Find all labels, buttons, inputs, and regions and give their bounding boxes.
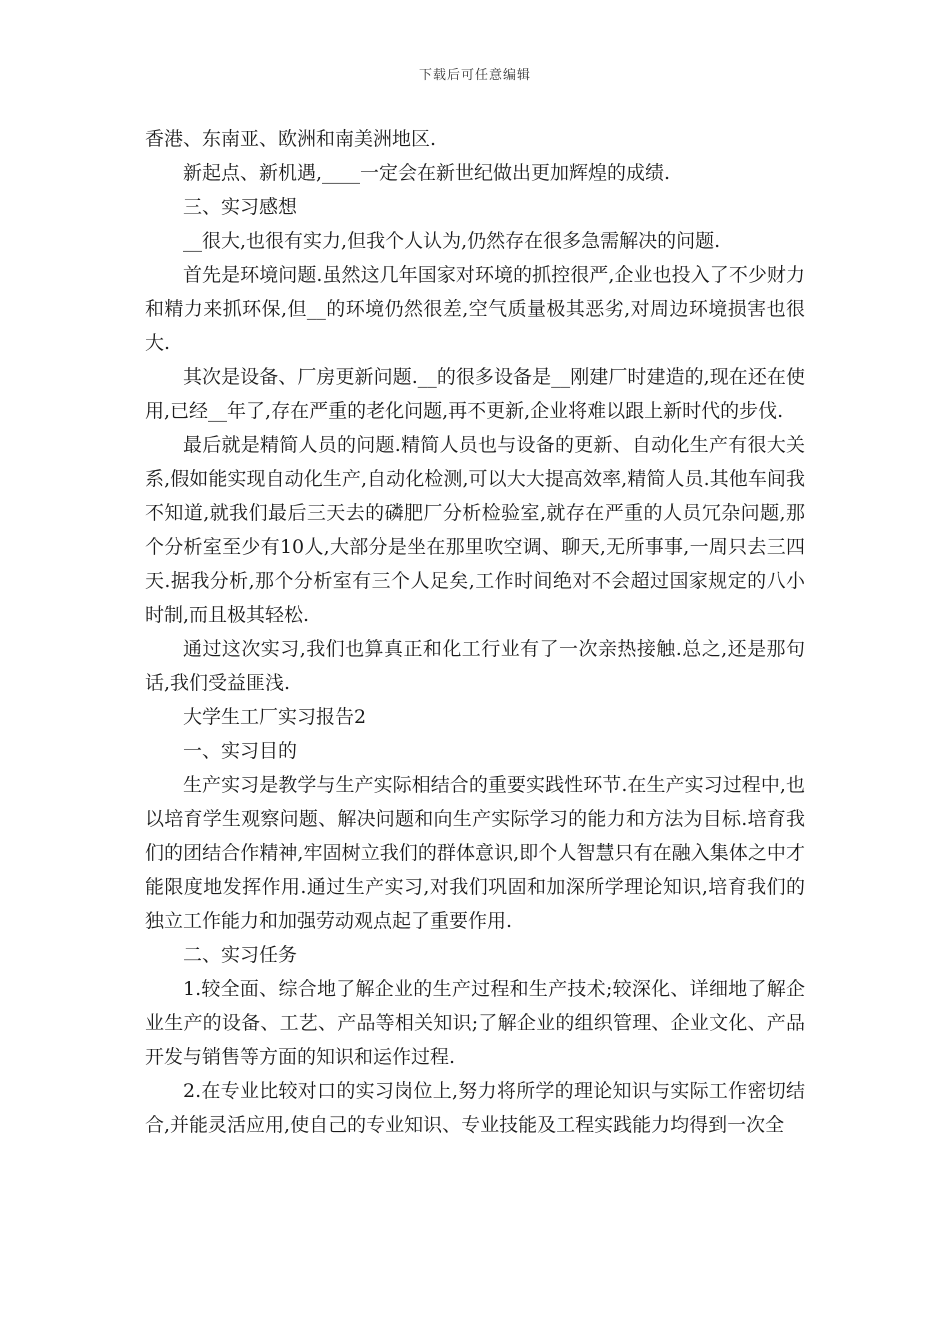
paragraph: 其次是设备、厂房更新问题.__的很多设备是__刚建厂时建造的,现在还在使用,已经__年了,存在严重的老化问题,再不更新,企业将难以跟上新时代的步伐. [145, 366, 805, 422]
paragraph: 新起点、新机遇,____一定会在新世纪做出更加辉煌的成绩. [183, 162, 671, 184]
document-body [145, 122, 805, 1142]
paragraph: 香港、东南亚、欧洲和南美洲地区. [145, 128, 437, 150]
list-item: 2.在专业比较对口的实习岗位上,努力将所学的理论知识与实际工作密切结合,并能灵活应用,使自己的专业知识、专业技能及工程实践能力均得到一次全 [145, 1080, 805, 1136]
paragraph: 首先是环境问题.虽然这几年国家对环境的抓控很严,企业也投入了不少财力和精力来抓环保,但__的环境仍然很差,空气质量极其恶劣,对周边环境损害也很大. [145, 264, 805, 354]
page-header: 下载后可任意编辑 [418, 68, 531, 83]
section-heading: 二、实习任务 [183, 944, 298, 966]
paragraph: __很大,也很有实力,但我个人认为,仍然存在很多急需解决的问题. [183, 230, 721, 252]
paragraph: 生产实习是教学与生产实际相结合的重要实践性环节.在生产实习过程中,也以培育学生观察问题、解决问题和向生产实际学习的能力和方法为目标.培育我们的团结合作精神,牢固树立我们的群体意识,即个人智慧只有在融入集体之中才能限度地发挥作用.通过生产实习,对我们巩固和加深所学理论知识,培育我们的独立工作能力和加强劳动观点起了重要作用. [145, 774, 805, 932]
section-heading: 三、实习感想 [183, 196, 298, 218]
paragraph: 通过这次实习,我们也算真正和化工行业有了一次亲热接触.总之,还是那句话,我们受益匪浅. [145, 638, 805, 694]
list-item: 1.较全面、综合地了解企业的生产过程和生产技术;较深化、详细地了解企业生产的设备、工艺、产品等相关知识;了解企业的组织管理、企业文化、产品开发与销售等方面的知识和运作过程. [145, 978, 805, 1068]
section-heading: 一、实习目的 [183, 740, 298, 762]
paragraph: 最后就是精简人员的问题.精简人员也与设备的更新、自动化生产有很大关系,假如能实现自动化生产,自动化检测,可以大大提高效率,精简人员.其他车间我不知道,就我们最后三天去的磷肥厂分析检验室,就存在严重的人员冗杂问题,那个分析室至少有10人,大部分是坐在那里吹空调、聊天,无所事事,一周只去三四天.据我分析,那个分析室有三个人足矣,工作时间绝对不会超过国家规定的八小时制,而且极其轻松. [145, 434, 805, 626]
document-title: 大学生工厂实习报告2 [183, 706, 367, 728]
